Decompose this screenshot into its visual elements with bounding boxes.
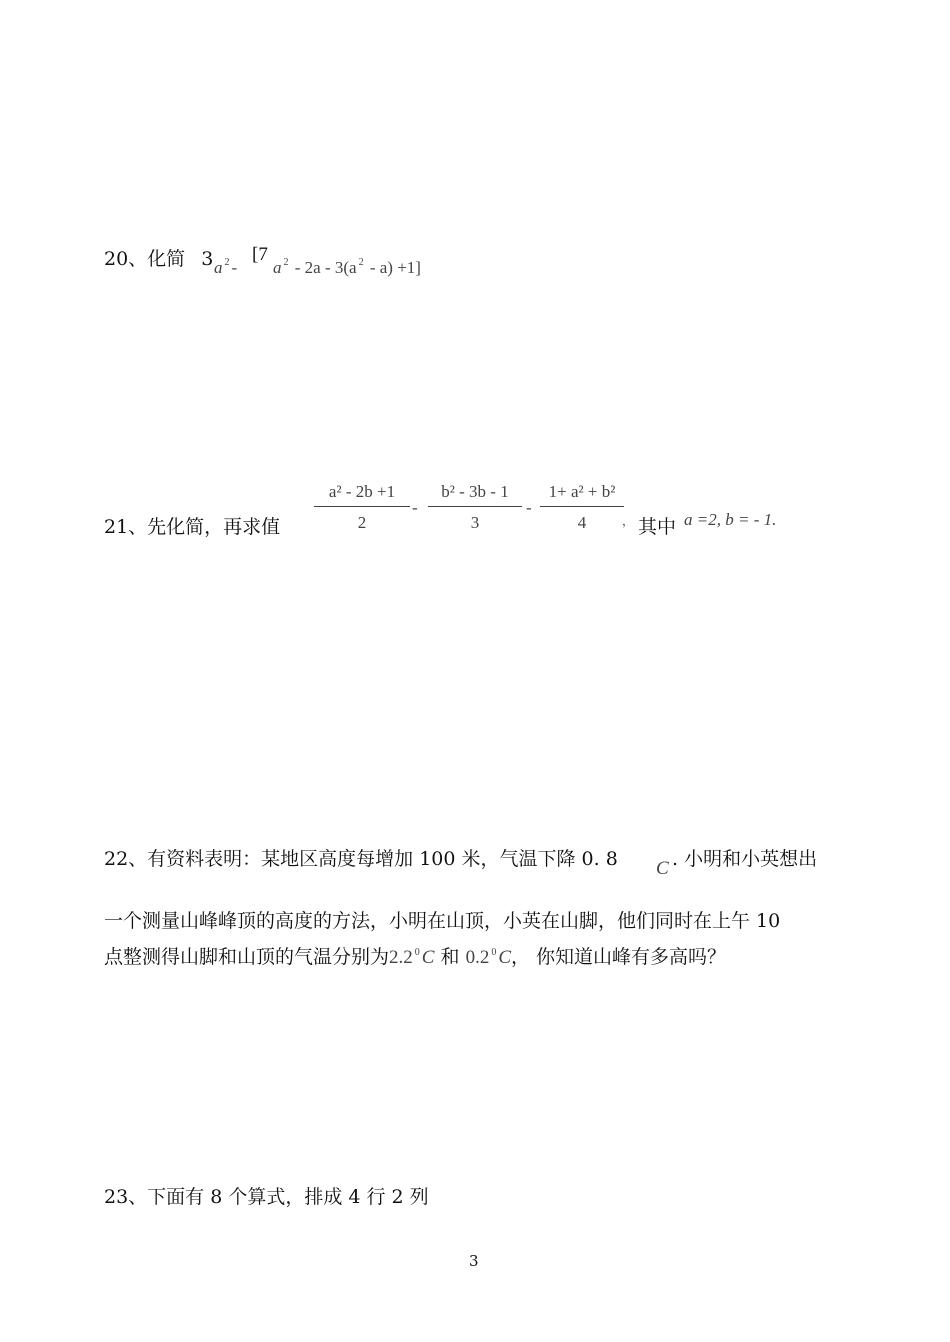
q20-label: 20、化简 xyxy=(104,248,186,270)
question-23: 23、下面有 8 个算式，排成 4 行 2 列 xyxy=(104,1186,429,1208)
q20-lead: 3 xyxy=(201,248,214,270)
q22-temp-2: 0.2 $^0$ C xyxy=(465,947,511,968)
q21-where: 其中 xyxy=(638,516,677,538)
question-21 xyxy=(104,512,280,539)
question-22-line-3: 点整测得山脚和山顶的气温分别为2.2 $^0$ C 和 0.2 $^0$ C， 你知道山峰有多高吗？ xyxy=(104,946,727,968)
q21-label: 21、先化简，再求值 xyxy=(104,516,281,538)
page-number: 3 xyxy=(469,1252,479,1270)
q21-minus-1: - xyxy=(412,498,418,517)
q20-bracket: [7 xyxy=(252,244,268,265)
q21-fraction-2: b² - 3b - 1 3 xyxy=(428,482,522,533)
q21-comma: ， xyxy=(622,514,635,528)
question-20 xyxy=(104,244,213,271)
question-22-line-2: 一个测量山峰峰顶的高度的方法，小明在山顶，小英在山脚，他们同时在上午 10 xyxy=(104,910,781,932)
q22-line-1-tail: . 小明和小英想出 xyxy=(672,848,818,870)
question-22-line-1: 22、有资料表明：某地区高度每增加 100 米，气温下降 0. 8 xyxy=(104,848,618,870)
q22-unit-c: C xyxy=(656,858,669,879)
q20-expression: a $^2$ - xyxy=(214,257,238,277)
q20-expression-tail: a $^2$ - 2a - 3(a $^2$ - a) +1] xyxy=(273,257,421,277)
q21-values: a =2, b = - 1. xyxy=(684,510,777,529)
q21-fraction-3: 1+ a² + b² 4 xyxy=(540,482,624,533)
q21-minus-2: - xyxy=(526,498,532,517)
q21-fraction-1: a² - 2b +1 2 xyxy=(314,482,410,533)
q22-temp-1: 2.2 $^0$ C xyxy=(389,947,435,968)
